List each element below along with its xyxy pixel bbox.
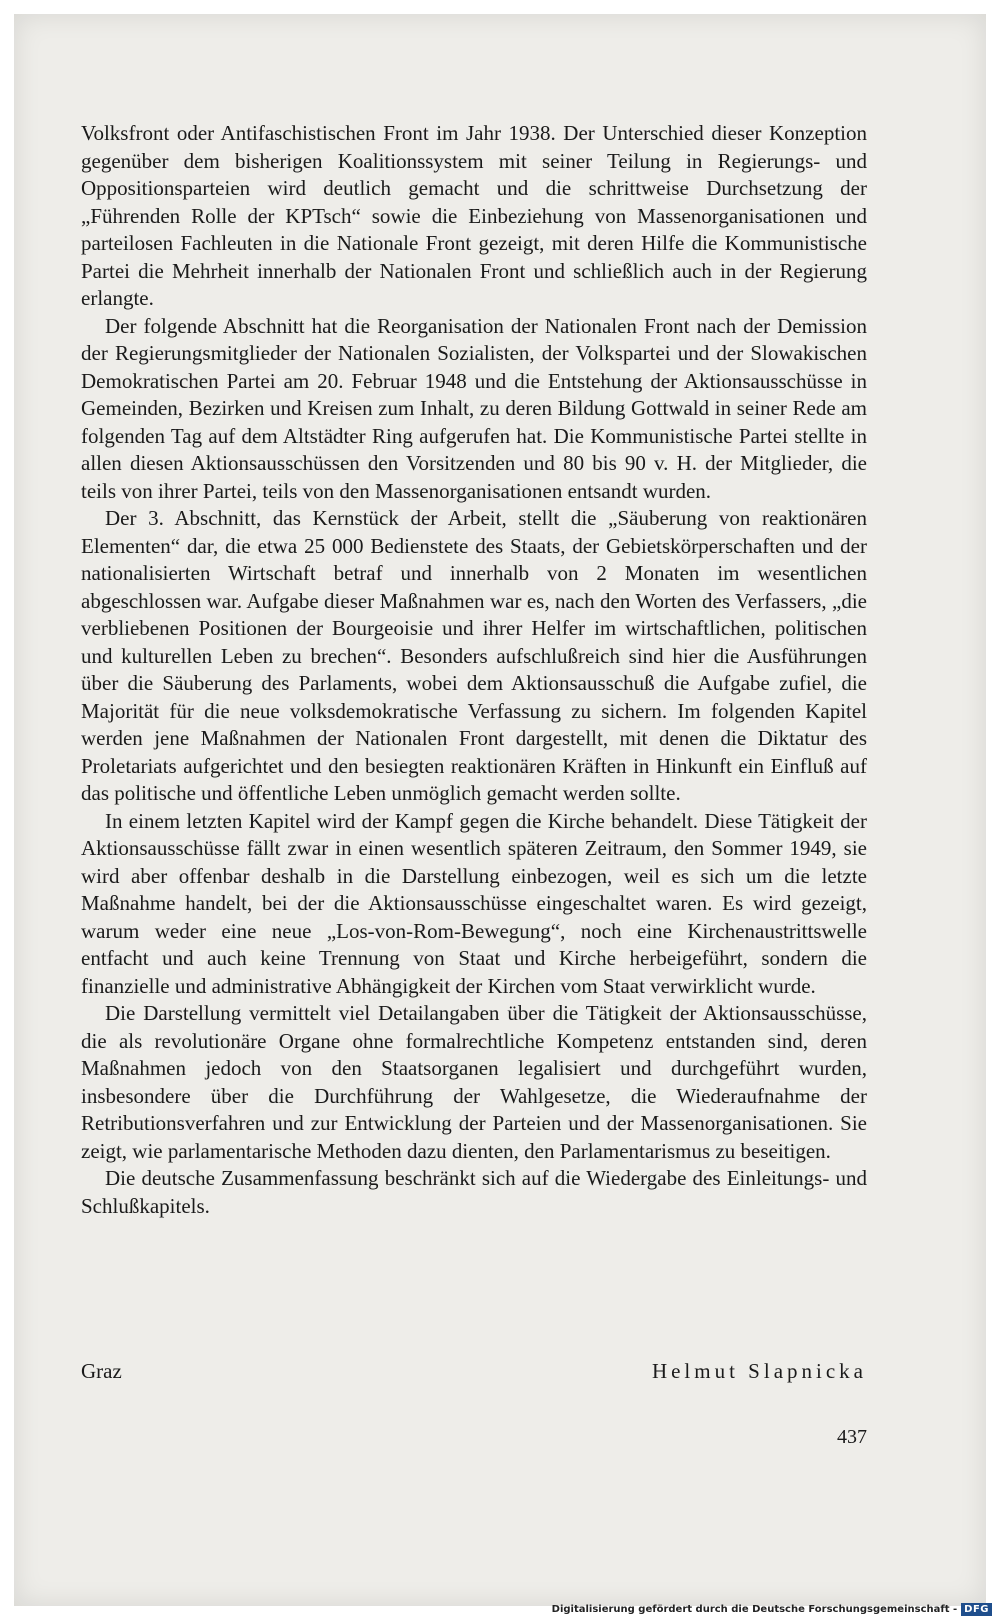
paragraph: In einem letzten Kapitel wird der Kampf gegen die Kirche behandelt. Diese Tätigkeit der Aktionsausschüsse fällt zwar in einen wesentlich späteren Zeitraum, den Sommer 1949, sie wird aber offenbar deshalb in die Darstellung einbezogen, weil es sich um die letzte Maßnahme handelt, bei der die Aktionsausschüsse eingeschaltet waren. Es wird gezeigt, warum weder eine neue „Los-von-Rom-Bewegung“, noch eine Kirchenaustrittswelle entfacht und auch keine Trennung von Staat und Kirche herbeigeführt, sondern die finanzielle und administrative Abhängigkeit der Kirchen vom Staat verwirklicht wurde. <box>81 808 867 998</box>
signature-author: Helmut Slapnicka <box>651 1359 867 1383</box>
paragraph: Volksfront oder Antifaschistischen Front im Jahr 1938. Der Unterschied dieser Konzeption gegenüber dem bisherigen Koalitionssystem mit seiner Teilung in Regierungs- und Oppositionsparteien wird deutlich gemacht und die schrittweise Durchsetzung der „Führenden Rolle der KPTsch“ sowie die Einbeziehung von Massenorganisationen und parteilosen Fachleuten in die Nationale Front gezeigt, mit deren Hilfe die Kommunistische Partei die Mehrheit innerhalb der Nationalen Front und schließlich auch in der Regierung erlangte. <box>81 121 867 310</box>
credit-text: Digitalisierung gefördert durch die Deutsche Forschungsgemeinschaft - <box>551 1604 958 1615</box>
body-text <box>81 120 867 1220</box>
paragraph: Die Darstellung vermittelt viel Detailangaben über die Tätigkeit der Aktionsausschüsse, die als revolutionäre Organe ohne formalrechtliche Kompetenz entstanden sind, deren Maßnahmen jedoch von den Staatsorganen legalisiert und durchgeführt wurden, insbesondere über die Durchführung der Wahlgesetze, die Wiederaufnahme der Retributionsverfahren und zur Entwicklung der Parteien und der Massenorganisationen. Sie zeigt, wie parlamentarische Methoden dazu dienten, den Parlamentarismus zu beseitigen. <box>81 1001 867 1163</box>
digitization-credit <box>552 1603 992 1616</box>
signature-place: Graz <box>81 1359 122 1383</box>
paragraph: Der 3. Abschnitt, das Kernstück der Arbeit, stellt die „Säuberung von reaktionären Elementen“ dar, die etwa 25 000 Bedienstete des Staats, der Gebietskörperschaften und der nationalisierten Wirtschaft betraf und innerhalb von 2 Monaten im wesentlichen abgeschlossen war. Aufgabe dieser Maßnahmen war es, nach den Worten des Verfassers, „die verbliebenen Positionen der Bourgeoisie und ihrer Helfer im wirtschaftlichen, politischen und kulturellen Leben zu brechen“. Besonders aufschlußreich sind hier die Ausführungen über die Säuberung des Parlaments, wobei dem Aktionsausschuß die Aufgabe zufiel, die Majorität für die neue volksdemokratische Verfassung zu sichern. Im folgenden Kapitel werden jene Maßnahmen der Nationalen Front dargestellt, mit denen die Diktatur des Proletariats aufgerichtet und den besiegten reaktionären Kräften in Hinkunft ein Einfluß auf das politische und öffentliche Leben unmöglich gemacht werden sollte. <box>81 506 867 805</box>
dfg-logo-icon: DFG <box>961 1603 992 1616</box>
paragraph: Die deutsche Zusammenfassung beschränkt sich auf die Wiedergabe des Einleitungs- und Schlußkapitels. <box>81 1166 867 1218</box>
page-number: 437 <box>837 1426 867 1448</box>
paragraph: Der folgende Abschnitt hat die Reorganisation der Nationalen Front nach der Demission der Regierungsmitglieder der Nationalen Sozialisten, der Volkspartei und der Slowakischen Demokratischen Partei am 20. Februar 1948 und die Entstehung der Aktionsausschüsse in Gemeinden, Bezirken und Kreisen zum Inhalt, zu deren Bildung Gottwald in seiner Rede am folgenden Tag auf dem Altstädter Ring aufgerufen hat. Die Kommunistische Partei stellte in allen diesen Aktionsausschüssen den Vorsitzenden und 80 bis 90 v. H. der Mitglieder, die teils von ihrer Partei, teils von den Massenorganisationen entsandt wurden. <box>81 313 867 503</box>
signature-line <box>81 1359 867 1384</box>
